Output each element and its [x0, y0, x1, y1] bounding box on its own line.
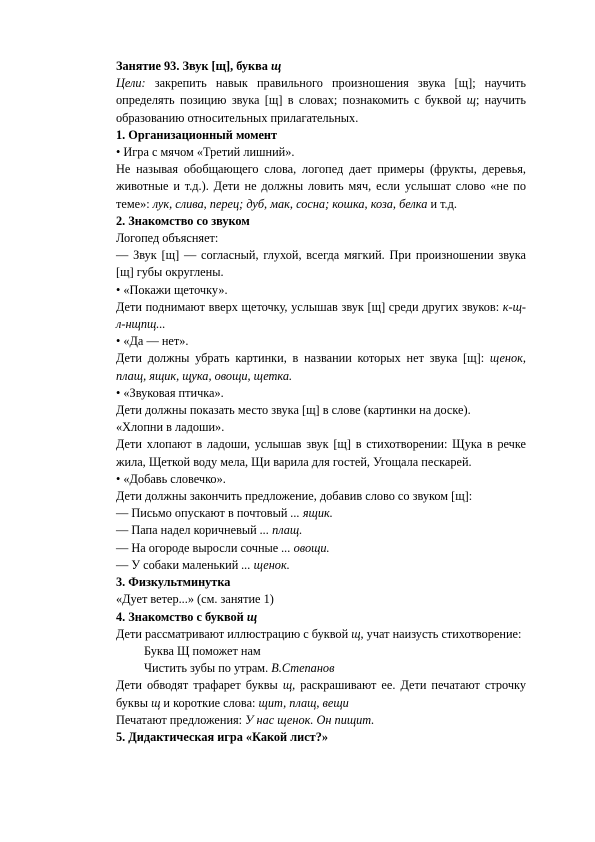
section-2-game-5: • «Добавь словечко». [116, 471, 226, 486]
sentence-line-2-text: — Папа надел коричневый [116, 523, 260, 538]
section-4-title-text: 4. Знакомство с буквой [116, 609, 247, 624]
section-3-title: 3. Физкультминутка [116, 575, 231, 590]
section-4-text-2-letter: щ, [282, 678, 296, 693]
sentence-line-1-answer: ... ящик. [290, 506, 333, 521]
section-2-game-2-body: Дети должны убрать картинки, в названии которых нет звука [щ]: [116, 351, 490, 366]
section-1-text-body: Не называя обобщающего слова, логопед дает примеры (фрукты, деревья, животные и т.д.). Дети не должны ловить мяч, если услышат слово «не по теме»: [116, 162, 526, 211]
document-body [116, 58, 526, 746]
section-2-game-1-sounds: к-щ-л-нщпщ... [116, 299, 526, 332]
section-4-text-3 [116, 712, 526, 729]
sentence-line-3 [116, 540, 526, 557]
section-2-game-1: • «Покажи щеточку». [116, 282, 228, 297]
lesson-title [116, 58, 526, 75]
section-1-examples: лук, слива, перец; дуб, мак, сосна; кошка, коза, белка [152, 196, 428, 211]
section-3-text: «Дует ветер...» (см. занятие 1) [116, 592, 274, 607]
section-2-game-2-text [116, 350, 526, 384]
lesson-title-letter: щ [271, 59, 282, 73]
section-4-text-3-body: Печатают предложения: [116, 712, 246, 727]
sentence-line-1-text: — Письмо опускают в почтовый [116, 506, 291, 521]
section-4-text-2 [116, 677, 526, 711]
poem-line-2-text: Чистить зубы по утрам. [144, 661, 272, 676]
section-4-text-1-letter: щ, [351, 626, 364, 641]
goals-text: закрепить навык правильного произношения звука [щ]; научить определять позицию звука [щ] в словах; познакомить с буквой [116, 76, 526, 108]
sentence-line-2-answer: ... плащ. [259, 523, 303, 538]
poem-author: В.Степанов [271, 661, 335, 676]
sentence-line-1 [116, 505, 526, 522]
section-2-game-4-text: Дети хлопают в ладоши, услышав звук [щ] в стихотворении: Щука в речке жила, Щеткой воду мела, Щи варила для гостей, Угощала пескарей. [116, 437, 526, 469]
section-4-text-2-letter-2: щ [151, 695, 161, 710]
sentence-line-4-answer: ... щенок. [241, 557, 290, 572]
sentence-line-2 [116, 522, 526, 539]
section-1-tail: и т.д. [427, 196, 457, 211]
section-2-game-4: «Хлопни в ладоши». [116, 420, 225, 435]
section-4-title-letter: щ [246, 609, 258, 624]
poem-line-2 [116, 660, 526, 677]
section-2-game-2: • «Да — нет». [116, 334, 189, 349]
section-5-title: 5. Дидактическая игра «Какой лист?» [116, 729, 328, 744]
section-2-title: 2. Знакомство со звуком [116, 213, 250, 228]
section-4-text-2-mid-2: и короткие слова: [160, 695, 259, 710]
section-1-game: • Игра с мячом «Третий лишний». [116, 145, 295, 160]
section-1-title: 1. Организационный момент [116, 127, 278, 142]
section-2-game-2-words: щенок, плащ, ящик, щука, овощи, щетка. [116, 351, 526, 383]
section-2-game-5-text: Дети должны закончить предложение, добавив слово со звуком [щ]: [116, 489, 473, 504]
section-2-game-1-body: Дети поднимают вверх щеточку, услышав звук [щ] среди других звуков: [116, 299, 503, 314]
section-4-text-2-words: щит, плащ, вещи [258, 695, 349, 710]
section-2-game-3: • «Звуковая птичка». [116, 385, 224, 400]
section-4-text-2-body: Дети обводят трафарет буквы [116, 678, 283, 693]
section-4-text-2-mid: раскрашивают ее. Дети печатают строчку буквы [116, 678, 526, 710]
sentence-line-3-answer: ... овощи. [281, 540, 330, 555]
sentence-line-3-text: — На огороде выросли сочные [116, 540, 282, 555]
section-4-text-1-tail: учат наизусть стихотворение: [363, 626, 522, 641]
lesson-title-text: Занятие 93. Звук [щ], буква [116, 59, 271, 73]
goals-tail: ; научить образованию относительных прилагательных. [116, 93, 526, 125]
goals-letter: щ [466, 93, 476, 108]
section-2-explain: — Звук [щ] — согласный, глухой, всегда мягкий. При произношении звука [щ] губы округлены. [116, 248, 526, 280]
goals-label: Цели: [116, 76, 146, 91]
section-2-game-1-text [116, 299, 526, 333]
section-4-text-1-body: Дети рассматривают иллюстрацию с буквой [116, 626, 352, 641]
poem-line-1: Буква Щ поможет нам [144, 643, 261, 658]
goals-paragraph [116, 75, 526, 127]
section-4-text-1 [116, 626, 526, 643]
section-4-title [116, 609, 526, 626]
sentence-line-4-text: — У собаки маленький [116, 557, 242, 572]
section-2-intro: Логопед объясняет: [116, 231, 219, 246]
section-1-text [116, 161, 526, 213]
section-2-game-3-text: Дети должны показать место звука [щ] в слове (картинки на доске). [116, 403, 471, 418]
sentence-line-4 [116, 557, 526, 574]
section-4-text-3-sentence: У нас щенок. Он пищит. [245, 712, 375, 727]
